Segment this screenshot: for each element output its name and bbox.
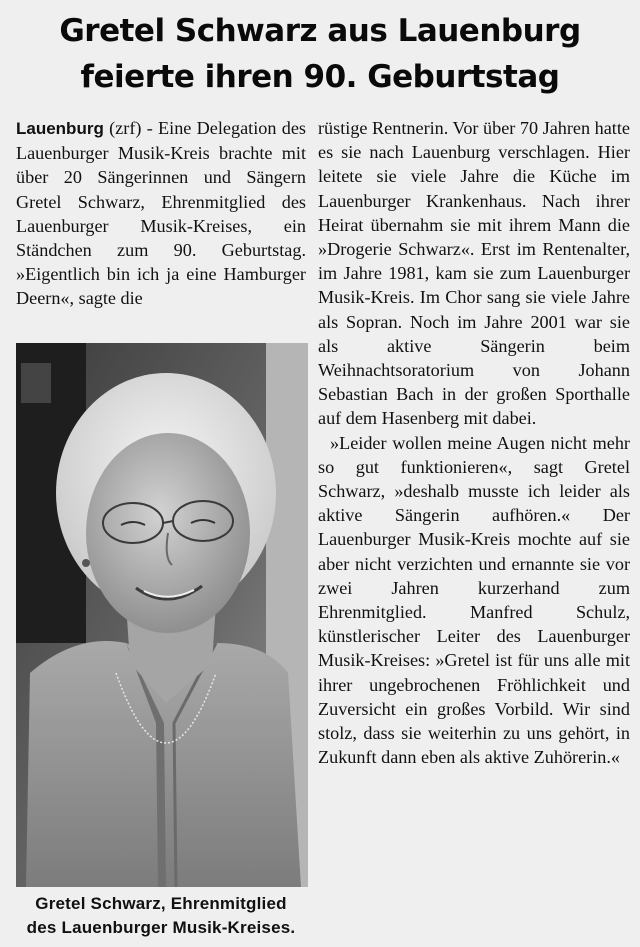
caption-line-1: Gretel Schwarz, Ehrenmitglied: [35, 894, 287, 913]
photo-caption: [8, 892, 314, 940]
headline-line-1: Gretel Schwarz aus Lauenburg: [59, 13, 581, 49]
lead-text: (zrf) - Eine Delegation des Lauenburger Musik-Kreis brachte mit über 20 Sängerinnen und Sängern Gretel Schwarz, Ehrenmitglied des Lauenburger Musik-Kreises, ein Ständchen zum 90. Geburtstag. »Eigentlich bin ich ja eine Hamburger Deern«, sagte die: [16, 118, 306, 309]
dateline-place: Lauenburg: [16, 119, 104, 138]
article-column-right: [318, 116, 630, 769]
portrait-photo: [16, 343, 308, 887]
body-paragraph-2: »Leider wollen meine Augen nicht mehr so gut funktionieren«, sagt Gretel Schwarz, »deshalb musste ich leider als aktive Sängerin aufhören.« Der Lauenburger Musik-Kreis mochte auf sie aber nicht verzichten und ernannte sie vor zwei Jahren kurzerhand zum Ehrenmitglied. Manfred Schulz, künstlerischer Leiter des Lauenburger Musik-Kreises: »Gretel ist für uns alle mit ihrer ungebrochenen Fröhlichkeit und Zuversicht ein großes Vorbild. Wir sind stolz, dass sie weiterhin zu uns gehört, in Zukunft dann eben als aktive Zuhörerin.«: [318, 432, 630, 768]
headline-line-2: feierte ihren 90. Geburtstag: [80, 59, 560, 95]
lead-paragraph: [16, 116, 306, 311]
article-column-left: [16, 116, 306, 311]
caption-line-2: des Lauenburger Musik-Kreises.: [26, 918, 296, 937]
portrait-image: [16, 343, 308, 887]
article-headline: [0, 8, 640, 100]
body-paragraph-1: rüstige Rentnerin. Vor über 70 Jahren hatte es sie nach Lauenburg verschlagen. Hier leitete sie viele Jahre die Küche im Lauenburger Krankenhaus. Nach ihrer Heirat übernahm sie mit ihrem Mann die »Drogerie Schwarz«. Erst im Rentenalter, im Jahre 1981, kam sie zum Lauenburger Musik-Kreis. Im Chor sang sie viele Jahre als Sopran. Noch im Jahre 2001 war sie als aktive Sängerin beim Weihnachtsoratorium von Johann Sebastian Bach in der großen Sporthalle auf dem Hasenberg mit dabei.: [318, 118, 630, 429]
